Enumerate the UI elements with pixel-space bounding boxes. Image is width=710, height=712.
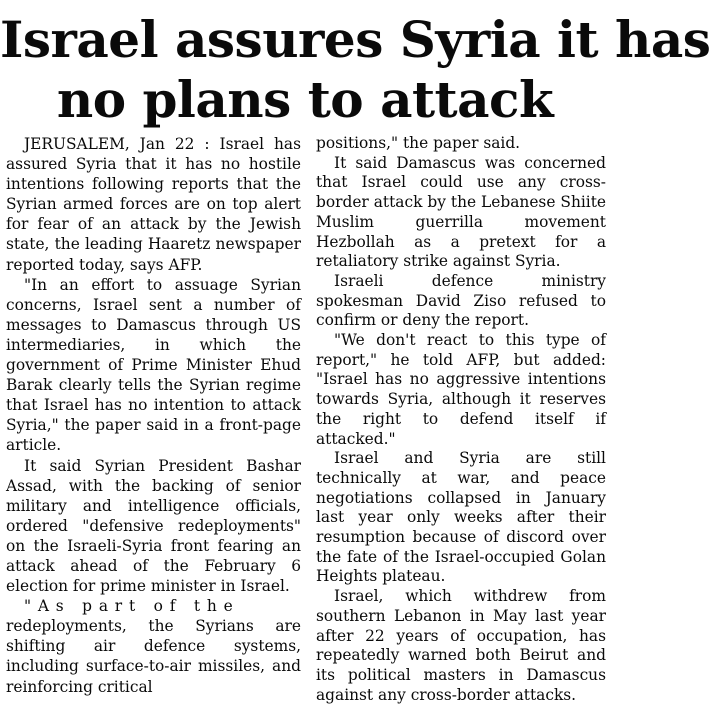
paragraph: "In an effort to assuage Syrian concerns, Israel sent a number of messages to Damascus through US intermediaries, in which the government of Prime Minister Ehud Barak clearly tells the Syrian regime that Israel has no intention to attack Syria," the paper said in a front-page article. — [6, 275, 301, 455]
paragraph-continued: redeployments, the Syrians are shifting air defence systems, including surface-to-air missiles, and reinforcing critical — [6, 617, 301, 696]
headline-line-2: no plans to attack — [56, 70, 554, 129]
paragraph: Israel and Syria are still technically at war, and peace negotiations collapsed in January last year only weeks after their resumption because of discord over the fate of the Israel-occupied Golan Heights plateau. — [316, 449, 606, 586]
paragraph: "We don't react to this type of report," he told AFP, but added: "Israel has no aggressive intentions towards Syria, although it reserves the right to defend itself if attacked." — [316, 331, 606, 448]
article-column-left — [6, 134, 301, 697]
paragraph: It said Syrian President Bashar Assad, with the backing of senior military and intelligence officials, ordered "defensive redeployments" on the Israeli-Syria front fearing an attack ahead of the February 6 election for prime minister in Israel. — [6, 456, 301, 596]
paragraph: It said Damascus was concerned that Israel could use any cross-border attack by the Lebanese Shiite Muslim guerrilla movement Hezbollah as a pretext for a retaliatory strike against Syria. — [316, 153, 606, 271]
paragraph: "As part of the — [24, 597, 240, 616]
headline-line-1: Israel assures Syria it has — [0, 10, 710, 69]
paragraph-continued: positions," the paper said. — [316, 134, 521, 152]
headline — [0, 0, 710, 134]
article-column-right — [316, 134, 606, 705]
paragraph-dateline: JERUSALEM, Jan 22 : Israel has assured Syria that it has no hostile intentions following reports that the Syrian armed forces are on top alert for fear of an attack by the Jewish state, the leading Haaretz newspaper reported today, says AFP. — [6, 135, 301, 274]
paragraph: Israeli defence ministry spokesman David Ziso refused to confirm or deny the report. — [316, 271, 606, 330]
paragraph: Israel, which withdrew from southern Lebanon in May last year after 22 years of occupation, has repeatedly warned both Beirut and its political masters in Damascus against any cross-border attacks. — [316, 587, 606, 704]
